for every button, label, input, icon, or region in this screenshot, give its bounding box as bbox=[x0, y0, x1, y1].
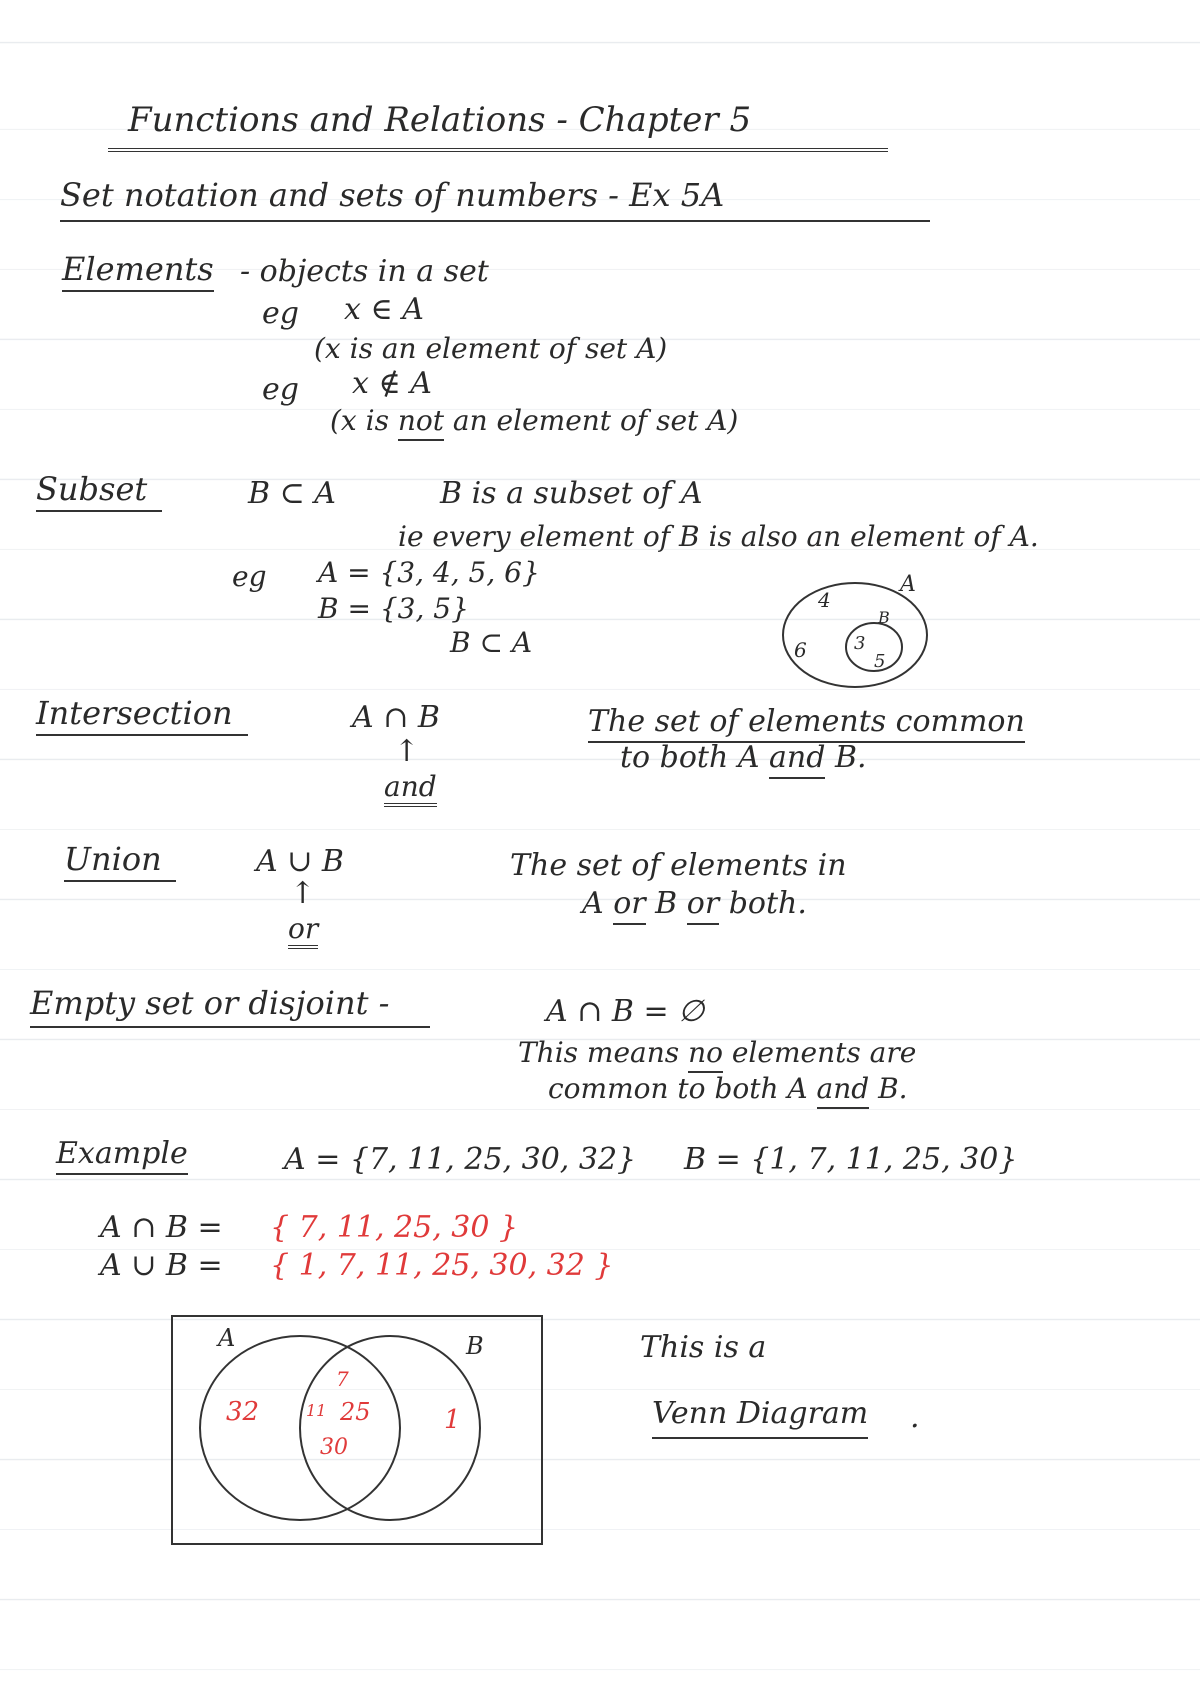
union-desc-line2 bbox=[582, 886, 807, 921]
union-desc-or1: or bbox=[613, 886, 645, 925]
elements-eg2-expr: x ∉ A bbox=[352, 366, 432, 401]
example-intersection-value: { 7, 11, 25, 30 } bbox=[270, 1210, 519, 1245]
example-set-a: A = {7, 11, 25, 30, 32} bbox=[284, 1142, 637, 1177]
example-intersection-label: A ∩ B = bbox=[100, 1210, 223, 1245]
empty-heading-text: Empty set or disjoint bbox=[30, 984, 369, 1022]
union-desc-or2: or bbox=[687, 886, 719, 925]
union-desc-c: both. bbox=[728, 886, 807, 921]
eg2-note-b: an element of set A) bbox=[452, 404, 739, 437]
subset-set-b: B = {3, 5} bbox=[318, 592, 469, 625]
subset-diagram bbox=[770, 565, 940, 695]
subtitle bbox=[60, 176, 930, 222]
subset-set-a: A = {3, 4, 5, 6} bbox=[318, 556, 540, 589]
intersection-desc-line1: The set of elements common bbox=[588, 704, 1025, 743]
empty-expr: A ∩ B = ∅ bbox=[546, 994, 705, 1029]
intersection-desc-line2 bbox=[620, 740, 867, 775]
venn-note-line1: This is a bbox=[640, 1330, 767, 1365]
union-desc-b: B bbox=[655, 886, 678, 921]
union-word: or bbox=[288, 912, 318, 949]
subset-definition: B is a subset of A bbox=[440, 476, 703, 511]
empty-line2-a: common to both A bbox=[548, 1072, 808, 1105]
venn-diagram bbox=[168, 1310, 548, 1550]
subset-elem-6: 6 bbox=[794, 638, 807, 662]
empty-line2-and: and bbox=[817, 1072, 870, 1109]
union-heading: Union bbox=[64, 840, 176, 882]
intersection-arrow: ↑ bbox=[394, 734, 420, 769]
empty-line1 bbox=[518, 1036, 916, 1069]
union-arrow: ↑ bbox=[290, 876, 316, 911]
subset-inner-label: B bbox=[878, 608, 890, 627]
intersection-heading: Intersection bbox=[36, 694, 248, 736]
venn-label-a: A bbox=[218, 1324, 236, 1352]
eg2-note-not: not bbox=[398, 404, 444, 441]
subset-elem-4: 4 bbox=[818, 588, 831, 612]
venn-elem-11: 11 bbox=[306, 1401, 327, 1420]
example-set-b: B = {1, 7, 11, 25, 30} bbox=[684, 1142, 1018, 1177]
elements-eg2-prefix: eg bbox=[262, 372, 299, 407]
elements-definition: - objects in a set bbox=[240, 254, 489, 289]
example-union-label: A ∪ B = bbox=[100, 1248, 223, 1283]
eg2-note-a: (x is bbox=[330, 404, 389, 437]
subtitle-text: Set notation and sets of numbers - Ex 5A bbox=[60, 176, 725, 214]
example-heading: Example bbox=[56, 1136, 188, 1175]
union-desc-line1: The set of elements in bbox=[510, 848, 847, 883]
title-text: Functions and Relations - Chapter 5 bbox=[128, 100, 752, 140]
venn-elem-30: 30 bbox=[320, 1435, 348, 1460]
subset-result: B ⊂ A bbox=[450, 626, 533, 659]
intersection-desc-and: and bbox=[769, 740, 825, 779]
subset-ie: ie every element of B is also an element of A. bbox=[398, 520, 1039, 553]
title-underline bbox=[108, 148, 888, 152]
elements-eg1-prefix: eg bbox=[262, 296, 299, 331]
empty-line1-b: elements are bbox=[731, 1036, 917, 1069]
subset-outer-label: A bbox=[900, 572, 916, 597]
venn-elem-1: 1 bbox=[444, 1405, 461, 1435]
elements-eg2-note bbox=[330, 404, 738, 437]
venn-note-line2: Venn Diagram bbox=[652, 1396, 868, 1439]
elements-heading: Elements bbox=[62, 250, 214, 292]
venn-note-period: . bbox=[910, 1400, 920, 1435]
intersection-desc-a: to both A bbox=[620, 740, 760, 775]
venn-elem-32: 32 bbox=[226, 1397, 260, 1427]
intersection-desc-b: B. bbox=[835, 740, 867, 775]
union-desc-a: A bbox=[582, 886, 604, 921]
subset-eg-prefix: eg bbox=[232, 560, 267, 593]
venn-elem-25: 25 bbox=[340, 1398, 371, 1426]
page-title bbox=[128, 100, 888, 146]
empty-heading bbox=[30, 984, 430, 1028]
subset-expr: B ⊂ A bbox=[248, 476, 336, 511]
empty-line2-b: B. bbox=[878, 1072, 908, 1105]
empty-line1-no: no bbox=[688, 1036, 723, 1073]
venn-label-b: B bbox=[466, 1332, 484, 1360]
empty-heading-suffix: - bbox=[378, 984, 390, 1022]
subset-heading: Subset bbox=[36, 470, 162, 512]
example-union-value: { 1, 7, 11, 25, 30, 32 } bbox=[270, 1248, 614, 1283]
intersection-expr: A ∩ B bbox=[352, 700, 440, 735]
subset-elem-3: 3 bbox=[854, 633, 866, 654]
union-expr: A ∪ B bbox=[256, 844, 344, 879]
elements-eg1-note: (x is an element of set A) bbox=[314, 332, 668, 365]
intersection-word: and bbox=[384, 770, 437, 807]
venn-elem-7: 7 bbox=[336, 1367, 349, 1391]
subset-elem-5: 5 bbox=[874, 651, 886, 672]
elements-eg1-expr: x ∈ A bbox=[344, 292, 424, 327]
empty-line2 bbox=[548, 1072, 908, 1105]
empty-line1-a: This means bbox=[518, 1036, 680, 1069]
